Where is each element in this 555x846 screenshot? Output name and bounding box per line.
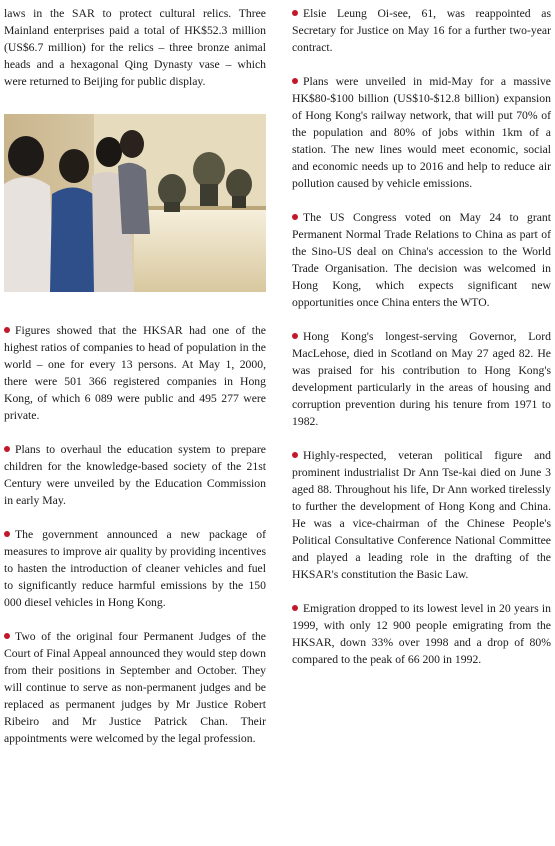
exhibition-photo-illustration	[4, 114, 266, 292]
news-item	[4, 322, 266, 424]
bullet-icon	[292, 605, 298, 611]
news-item	[292, 447, 551, 583]
bullet-icon	[292, 452, 298, 458]
news-item-text: Figures showed that the HKSAR had one of the highest ratios of companies to head of population in the world – one for every 13 persons. At May 1, 2000, there were 501 366 registered companies in Hong Kong, of which 6 089 were public and 495 277 were private.	[4, 324, 266, 422]
news-item-text: The government announced a new package of measures to improve air quality by providing incentives to hasten the introduction of cleaner vehicles and fuel to significantly reduce harmful emissions by the 150 000 diesel vehicles in Hong Kong.	[4, 528, 266, 609]
bullet-icon	[4, 327, 10, 333]
news-item-text: The US Congress voted on May 24 to grant Permanent Normal Trade Relations to China as part of the Sino-US deal on China's accession to the World Trade Organisation. The decision was welcomed in Hong Kong, which expects significant new opportunities once China enters the WTO.	[292, 211, 551, 309]
bullet-icon	[4, 531, 10, 537]
intro-paragraph: laws in the SAR to protect cultural relics. Three Mainland enterprises paid a total of HK$52.3 million (US$6.7 million) for the relics – three bronze animal heads and a hexagonal Qing Dynasty vase – which were returned to Beijing for public display.	[4, 7, 266, 88]
bullet-icon	[292, 10, 298, 16]
news-item-text: Two of the original four Permanent Judges of the Court of Final Appeal announced they would step down from their positions in September and October. They will continue to serve as non-permanent judges and be replaced as permanent judges by Mr Justice Robert Ribeiro and Mr Justice Patrick Chan. Their appointments were welcomed by the legal profession.	[4, 630, 266, 745]
right-column	[292, 5, 551, 685]
news-item-text: Hong Kong's longest-serving Governor, Lord MacLehose, died in Scotland on May 27 aged 82. He was praised for his contribution to Hong Kong's development particularly in the areas of housing and corruption prevention during his tenure from 1971 to 1982.	[292, 330, 551, 428]
bullet-icon	[4, 446, 10, 452]
news-item	[4, 628, 266, 747]
bullet-icon	[292, 78, 298, 84]
bullet-icon	[4, 633, 10, 639]
news-item-text: Elsie Leung Oi-see, 61, was reappointed as Secretary for Justice on May 16 for a further two-year contract.	[292, 7, 551, 54]
photo-bronze-relics-exhibition	[4, 114, 266, 292]
news-item	[292, 328, 551, 430]
bullet-icon	[292, 214, 298, 220]
news-item	[4, 526, 266, 611]
news-item-text: Highly-respected, veteran political figure and prominent industrialist Dr Ann Tse-kai died on June 3 aged 88. Throughout his life, Dr Ann worked tirelessly to further the development of Hong Kong and China. He was a vice-chairman of the Chinese People's Political Consultative Conference National Committee and played a leading role in the drafting of the HKSAR's constitution the Basic Law.	[292, 449, 551, 581]
news-item	[292, 5, 551, 56]
news-item	[4, 441, 266, 509]
news-item-text: Emigration dropped to its lowest level in 20 years in 1999, with only 12 900 people emigrating from the HKSAR, down 33% over 1998 and a drop of 80% compared to the peak of 66 200 in 1992.	[292, 602, 551, 666]
news-item	[292, 209, 551, 311]
left-column	[4, 5, 266, 764]
news-item	[292, 600, 551, 668]
news-item	[292, 73, 551, 192]
news-item-text: Plans were unveiled in mid-May for a massive HK$80-$100 billion (US$10-$12.8 billion) expansion of Hong Kong's railway network, that will put 70% of the population and 80% of jobs within 1km of a station. The new lines would meet economic, social and economic needs up to 2016 and help to reduce air pollution caused by vehicle emissions.	[292, 75, 551, 190]
news-item-text: Plans to overhaul the education system to prepare children for the knowledge-based society of the 21st Century were unveiled by the Education Commission in early May.	[4, 443, 266, 507]
bullet-icon	[292, 333, 298, 339]
